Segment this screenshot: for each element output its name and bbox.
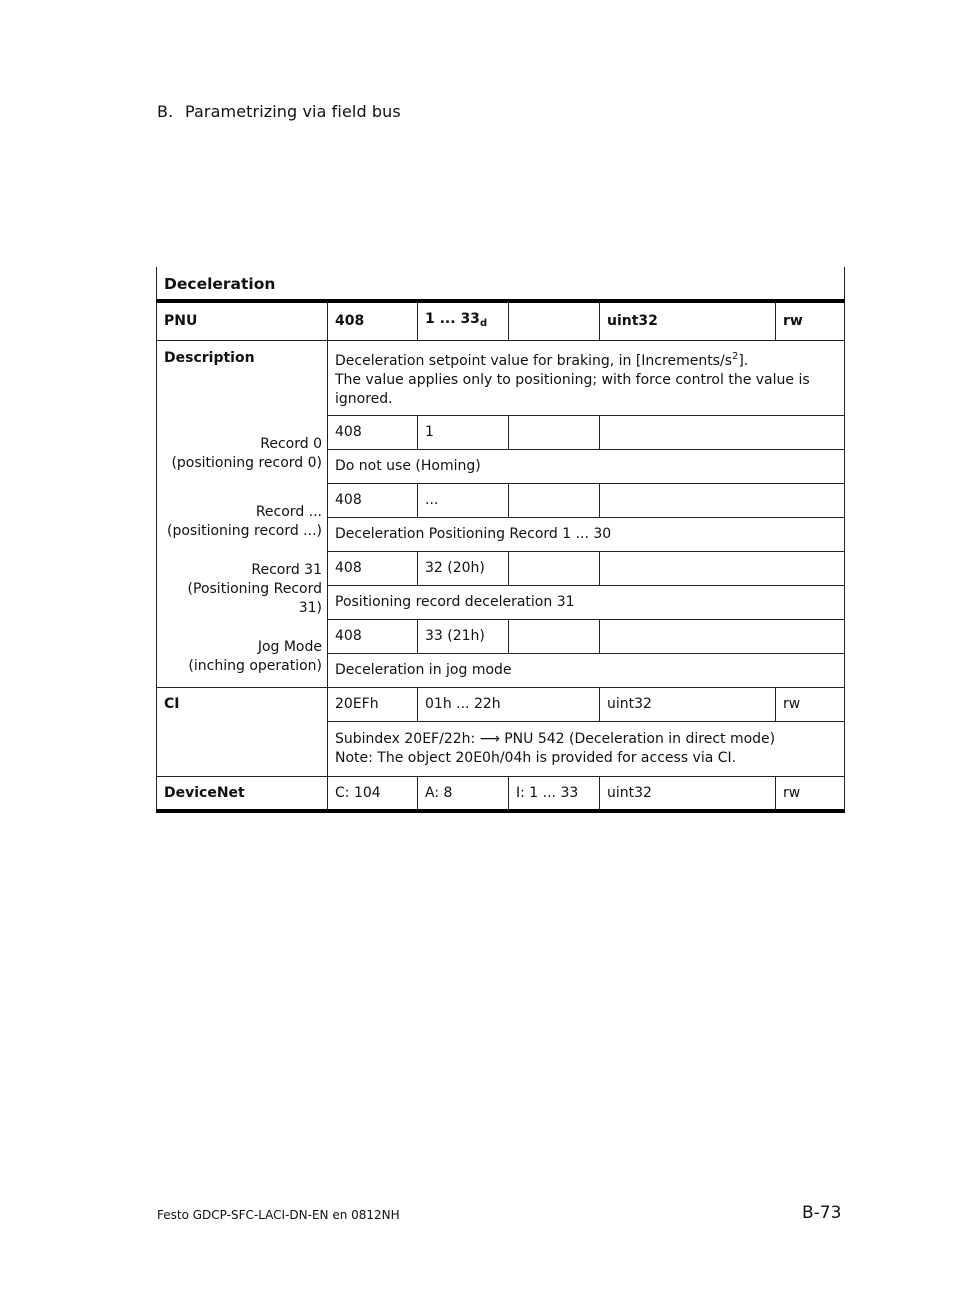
devicenet-instance: I: 1 ... 33 bbox=[509, 777, 600, 812]
description-text: Deceleration setpoint value for braking, in $[Increments/s^2]$. The value applies only to positioning; with force control the value is ignored. bbox=[328, 341, 845, 416]
footer-page-number: B-73 bbox=[802, 1203, 842, 1223]
record-empty bbox=[509, 552, 600, 586]
record-empty bbox=[600, 620, 845, 654]
footer-doc-ref: Festo GDCP-SFC-LACI-DN-EN en 0812NH bbox=[157, 1208, 400, 1222]
record-row bbox=[157, 416, 845, 450]
record-pnu: 408 bbox=[328, 484, 418, 518]
record-label: Jog Mode (inching operation) bbox=[157, 620, 328, 688]
record-row bbox=[157, 552, 845, 586]
ci-label: CI bbox=[157, 688, 328, 722]
devicenet-label: DeviceNet bbox=[157, 777, 328, 812]
record-row bbox=[157, 620, 845, 654]
record-empty bbox=[509, 484, 600, 518]
record-subindex: ... bbox=[418, 484, 509, 518]
ci-type: uint32 bbox=[600, 688, 776, 722]
ci-access: rw bbox=[776, 688, 845, 722]
record-row bbox=[157, 484, 845, 518]
devicenet-row bbox=[157, 777, 845, 812]
record-note: Do not use (Homing) bbox=[328, 450, 845, 484]
ci-row bbox=[157, 688, 845, 722]
section-heading bbox=[157, 102, 401, 121]
record-note: Positioning record deceleration 31 bbox=[328, 586, 845, 620]
record-empty bbox=[600, 416, 845, 450]
section-number: B. bbox=[157, 102, 174, 121]
section-title: Parametrizing via field bus bbox=[185, 102, 401, 121]
record-label: Record ... (positioning record ...) bbox=[157, 484, 328, 552]
devicenet-attribute: A: 8 bbox=[418, 777, 509, 812]
ci-note-row bbox=[157, 722, 845, 777]
record-label: Record 0 (positioning record 0) bbox=[157, 416, 328, 484]
devicenet-type: uint32 bbox=[600, 777, 776, 812]
parameter-table bbox=[156, 267, 845, 813]
ci-blank bbox=[157, 722, 328, 777]
record-subindex: 1 bbox=[418, 416, 509, 450]
record-subindex: 32 (20h) bbox=[418, 552, 509, 586]
pnu-value: 408 bbox=[328, 301, 418, 341]
record-pnu: 408 bbox=[328, 416, 418, 450]
record-empty bbox=[509, 620, 600, 654]
record-label: Record 31 (Positioning Record 31) bbox=[157, 552, 328, 620]
record-empty bbox=[600, 552, 845, 586]
description-row bbox=[157, 341, 845, 416]
pnu-row bbox=[157, 301, 845, 341]
pnu-label: PNU bbox=[157, 301, 328, 341]
record-pnu: 408 bbox=[328, 552, 418, 586]
devicenet-class: C: 104 bbox=[328, 777, 418, 812]
record-empty bbox=[600, 484, 845, 518]
description-label: Description bbox=[157, 341, 328, 416]
pnu-access: rw bbox=[776, 301, 845, 341]
devicenet-access: rw bbox=[776, 777, 845, 812]
table-title: Deceleration bbox=[157, 267, 845, 301]
ci-subindex: 01h ... 22h bbox=[418, 688, 600, 722]
table-title-row bbox=[157, 267, 845, 301]
pnu-subindex: 1 ... $33_d$ bbox=[418, 301, 509, 341]
pnu-col4 bbox=[509, 301, 600, 341]
record-note: Deceleration Positioning Record 1 ... 30 bbox=[328, 518, 845, 552]
record-empty bbox=[509, 416, 600, 450]
arrow-icon: ⟶ bbox=[479, 731, 500, 747]
record-note: Deceleration in jog mode bbox=[328, 654, 845, 688]
ci-index: 20EFh bbox=[328, 688, 418, 722]
ci-note: Subindex 20EF/22h: ⟶ PNU 542 (Deceleration in direct mode) Note: The object 20E0h/04h is provided for access via CI. bbox=[328, 722, 845, 777]
record-subindex: 33 (21h) bbox=[418, 620, 509, 654]
record-pnu: 408 bbox=[328, 620, 418, 654]
pnu-type: uint32 bbox=[600, 301, 776, 341]
